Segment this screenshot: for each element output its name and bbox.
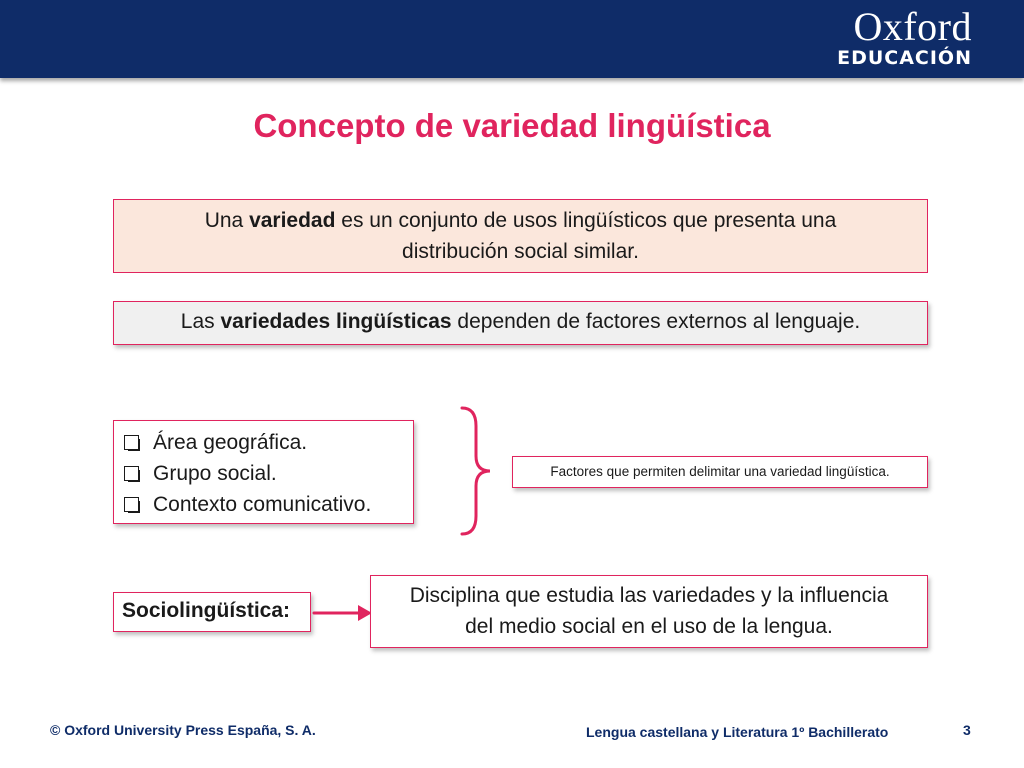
sociolinguistics-description-line-1: Disciplina que estudia las variedades y la influencia	[409, 584, 889, 607]
sociolinguistics-term-box	[113, 592, 311, 632]
factor-label: Grupo social.	[153, 462, 277, 485]
dependency-term: variedades lingüísticas	[220, 310, 452, 333]
logo-subtitle: EDUCACIÓN	[837, 47, 972, 69]
checkbox-icon	[124, 466, 139, 481]
factor-label: Contexto comunicativo.	[153, 493, 372, 516]
page-number: 3	[963, 722, 971, 738]
header-bar	[0, 0, 1024, 78]
factors-list	[113, 420, 414, 524]
logo-name: Oxford	[853, 4, 972, 49]
factors-note-box	[512, 456, 928, 488]
footer-course: Lengua castellana y Literatura 1º Bachillerato	[586, 724, 889, 740]
list-item	[124, 427, 413, 458]
list-item	[124, 458, 413, 489]
factor-label: Área geográfica.	[153, 431, 308, 454]
definition-line-2: distribución social similar.	[402, 240, 639, 263]
slide-title: Concepto de variedad lingüística	[253, 107, 771, 144]
arrow-right-icon	[312, 600, 374, 626]
definition-box	[113, 199, 928, 273]
sociolinguistics-term: Sociolingüística:	[122, 599, 291, 622]
definition-pre: Una	[204, 209, 250, 232]
right-curly-brace-icon	[452, 404, 492, 538]
definition-term: variedad	[249, 209, 336, 232]
definition-line-1	[114, 205, 927, 236]
sociolinguistics-description-line-2: del medio social en el uso de la lengua.	[465, 615, 833, 638]
list-item	[124, 489, 413, 520]
oxford-logo	[837, 4, 972, 70]
dependency-post: dependen de factores externos al lenguaje.	[451, 310, 861, 333]
checkbox-icon	[124, 497, 139, 512]
factors-note: Factores que permiten delimitar una variedad lingüística.	[550, 464, 890, 479]
dependency-box	[113, 301, 928, 345]
dependency-pre: Las	[180, 310, 221, 333]
sociolinguistics-definition-box	[370, 575, 928, 648]
footer-copyright: © Oxford University Press España, S. A.	[50, 722, 316, 738]
definition-post: es un conjunto de usos lingüísticos que presenta una	[335, 209, 837, 232]
checkbox-icon	[124, 435, 139, 450]
